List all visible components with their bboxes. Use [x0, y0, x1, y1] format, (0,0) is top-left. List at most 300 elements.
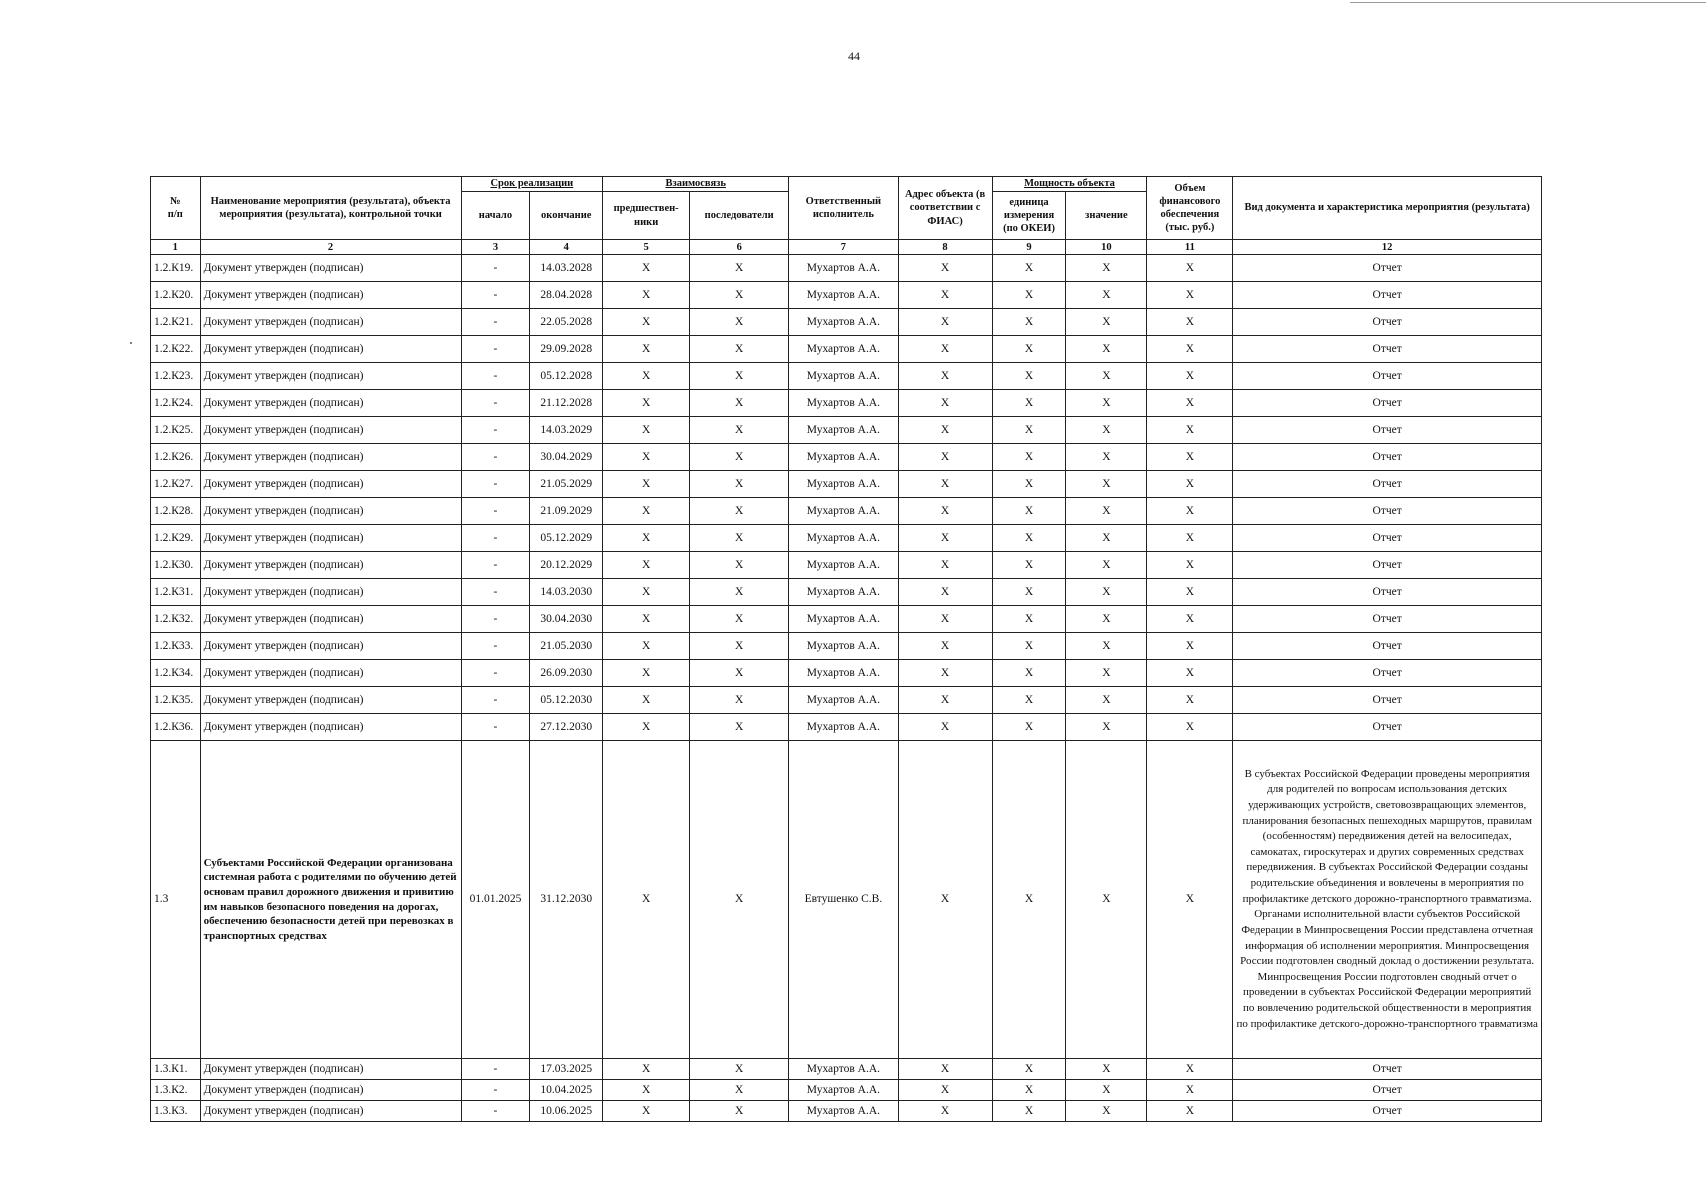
row-addr: X	[898, 282, 992, 309]
row-name: Документ утвержден (подписан)	[200, 309, 461, 336]
row-start: -	[461, 255, 530, 282]
row-number: 1.2.К32.	[151, 606, 201, 633]
row-value: X	[1066, 363, 1147, 390]
table-row	[151, 660, 1542, 687]
row-number: 1.2.К22.	[151, 336, 201, 363]
row-value: X	[1066, 282, 1147, 309]
row-pred: X	[603, 417, 690, 444]
row-end: 14.03.2028	[530, 255, 603, 282]
row-value: X	[1066, 444, 1147, 471]
row-value: X	[1066, 1059, 1147, 1080]
row-fin: X	[1147, 660, 1233, 687]
row-value: X	[1066, 1080, 1147, 1101]
row-start: -	[461, 552, 530, 579]
row-succ: X	[690, 1080, 789, 1101]
row-fin: X	[1147, 1059, 1233, 1080]
row-succ: X	[690, 660, 789, 687]
row-doc: Отчет	[1233, 498, 1542, 525]
row-succ: X	[690, 255, 789, 282]
section-row	[151, 741, 1542, 1059]
row-name: Документ утвержден (подписан)	[200, 525, 461, 552]
row-unit: X	[992, 255, 1066, 282]
table-row	[151, 1080, 1542, 1101]
row-succ: X	[690, 687, 789, 714]
row-doc: Отчет	[1233, 714, 1542, 741]
row-resp: Мухартов А.А.	[789, 336, 898, 363]
row-addr: X	[898, 1101, 992, 1122]
column-number: 4	[530, 240, 603, 255]
row-resp: Мухартов А.А.	[789, 579, 898, 606]
row-number: 1.2.К35.	[151, 687, 201, 714]
row-end: 20.12.2029	[530, 552, 603, 579]
row-value: X	[1066, 498, 1147, 525]
scan-edge-line	[1350, 2, 1706, 3]
row-pred: X	[603, 687, 690, 714]
row-end: 05.12.2029	[530, 525, 603, 552]
row-start: -	[461, 579, 530, 606]
row-unit: X	[992, 1059, 1066, 1080]
row-succ: X	[690, 417, 789, 444]
row-fin: X	[1147, 255, 1233, 282]
row-pred: X	[603, 498, 690, 525]
header-succ: последователи	[690, 192, 789, 240]
row-value: X	[1066, 660, 1147, 687]
column-number: 6	[690, 240, 789, 255]
row-unit: X	[992, 660, 1066, 687]
row-doc: Отчет	[1233, 282, 1542, 309]
table-row	[151, 606, 1542, 633]
row-succ: X	[690, 309, 789, 336]
row-resp: Мухартов А.А.	[789, 687, 898, 714]
row-start: -	[461, 633, 530, 660]
row-end: 29.09.2028	[530, 336, 603, 363]
row-unit: X	[992, 741, 1066, 1059]
row-start: -	[461, 1059, 530, 1080]
row-doc: Отчет	[1233, 1101, 1542, 1122]
row-name: Документ утвержден (подписан)	[200, 282, 461, 309]
row-end: 30.04.2030	[530, 606, 603, 633]
row-doc: Отчет	[1233, 255, 1542, 282]
row-resp: Мухартов А.А.	[789, 471, 898, 498]
row-doc: Отчет	[1233, 417, 1542, 444]
header-pred: предшествен-ники	[603, 192, 690, 240]
row-start: -	[461, 606, 530, 633]
row-value: X	[1066, 687, 1147, 714]
header-doc: Вид документа и характеристика мероприятия (результата)	[1233, 177, 1542, 240]
table-row	[151, 633, 1542, 660]
row-resp: Мухартов А.А.	[789, 255, 898, 282]
row-resp: Мухартов А.А.	[789, 1059, 898, 1080]
row-number: 1.2.К24.	[151, 390, 201, 417]
table-row	[151, 525, 1542, 552]
row-unit: X	[992, 1080, 1066, 1101]
column-number: 3	[461, 240, 530, 255]
row-start: 01.01.2025	[461, 741, 530, 1059]
row-unit: X	[992, 282, 1066, 309]
row-pred: X	[603, 471, 690, 498]
table-row	[151, 714, 1542, 741]
row-resp: Мухартов А.А.	[789, 417, 898, 444]
row-name: Документ утвержден (подписан)	[200, 471, 461, 498]
row-pred: X	[603, 714, 690, 741]
row-value: X	[1066, 552, 1147, 579]
row-fin: X	[1147, 1101, 1233, 1122]
row-start: -	[461, 498, 530, 525]
header-addr: Адрес объекта (в соответствии с ФИАС)	[898, 177, 992, 240]
column-number-row	[151, 240, 1542, 255]
row-doc: Отчет	[1233, 471, 1542, 498]
table-row	[151, 444, 1542, 471]
row-start: -	[461, 525, 530, 552]
column-number: 1	[151, 240, 201, 255]
row-fin: X	[1147, 498, 1233, 525]
row-fin: X	[1147, 282, 1233, 309]
row-pred: X	[603, 282, 690, 309]
header-start: начало	[461, 192, 530, 240]
row-number: 1.2.К36.	[151, 714, 201, 741]
row-number: 1.2.К26.	[151, 444, 201, 471]
row-unit: X	[992, 606, 1066, 633]
row-start: -	[461, 660, 530, 687]
row-addr: X	[898, 498, 992, 525]
row-succ: X	[690, 1101, 789, 1122]
row-addr: X	[898, 390, 992, 417]
row-number: 1.2.К20.	[151, 282, 201, 309]
row-doc: Отчет	[1233, 606, 1542, 633]
row-number: 1.2.К33.	[151, 633, 201, 660]
row-doc: Отчет	[1233, 336, 1542, 363]
row-name: Документ утвержден (подписан)	[200, 498, 461, 525]
row-number: 1.2.К29.	[151, 525, 201, 552]
row-value: X	[1066, 741, 1147, 1059]
row-addr: X	[898, 579, 992, 606]
row-doc: Отчет	[1233, 1059, 1542, 1080]
row-end: 14.03.2029	[530, 417, 603, 444]
scan-artifact	[130, 342, 132, 344]
table-row	[151, 687, 1542, 714]
row-pred: X	[603, 552, 690, 579]
row-pred: X	[603, 633, 690, 660]
column-number: 12	[1233, 240, 1542, 255]
row-addr: X	[898, 606, 992, 633]
row-start: -	[461, 471, 530, 498]
row-resp: Мухартов А.А.	[789, 633, 898, 660]
row-unit: X	[992, 498, 1066, 525]
row-value: X	[1066, 471, 1147, 498]
row-pred: X	[603, 1080, 690, 1101]
row-succ: X	[690, 633, 789, 660]
row-name: Документ утвержден (подписан)	[200, 1080, 461, 1101]
row-unit: X	[992, 444, 1066, 471]
column-number: 11	[1147, 240, 1233, 255]
row-end: 05.12.2030	[530, 687, 603, 714]
row-value: X	[1066, 390, 1147, 417]
row-start: -	[461, 444, 530, 471]
row-resp: Мухартов А.А.	[789, 714, 898, 741]
row-pred: X	[603, 660, 690, 687]
row-unit: X	[992, 633, 1066, 660]
column-number: 2	[200, 240, 461, 255]
row-pred: X	[603, 1101, 690, 1122]
row-end: 14.03.2030	[530, 579, 603, 606]
row-end: 28.04.2028	[530, 282, 603, 309]
row-number: 1.2.К31.	[151, 579, 201, 606]
row-unit: X	[992, 714, 1066, 741]
row-fin: X	[1147, 552, 1233, 579]
table-row	[151, 1059, 1542, 1080]
row-unit: X	[992, 1101, 1066, 1122]
row-value: X	[1066, 579, 1147, 606]
page-number: 44	[848, 49, 860, 63]
row-name: Документ утвержден (подписан)	[200, 390, 461, 417]
row-doc: Отчет	[1233, 444, 1542, 471]
row-resp: Мухартов А.А.	[789, 1101, 898, 1122]
row-succ: X	[690, 336, 789, 363]
table-row	[151, 417, 1542, 444]
row-number: 1.2.К25.	[151, 417, 201, 444]
row-end: 05.12.2028	[530, 363, 603, 390]
row-addr: X	[898, 633, 992, 660]
table-row	[151, 336, 1542, 363]
row-number: 1.3	[151, 741, 201, 1059]
row-name: Документ утвержден (подписан)	[200, 444, 461, 471]
row-unit: X	[992, 552, 1066, 579]
row-start: -	[461, 363, 530, 390]
row-name: Документ утвержден (подписан)	[200, 714, 461, 741]
row-fin: X	[1147, 606, 1233, 633]
row-resp: Мухартов А.А.	[789, 498, 898, 525]
header-capacity: Мощность объекта	[992, 177, 1147, 192]
table-row	[151, 1101, 1542, 1122]
row-start: -	[461, 417, 530, 444]
row-start: -	[461, 309, 530, 336]
row-unit: X	[992, 687, 1066, 714]
row-fin: X	[1147, 687, 1233, 714]
row-pred: X	[603, 390, 690, 417]
row-pred: X	[603, 444, 690, 471]
row-doc: Отчет	[1233, 579, 1542, 606]
row-name: Документ утвержден (подписан)	[200, 552, 461, 579]
row-addr: X	[898, 660, 992, 687]
row-value: X	[1066, 255, 1147, 282]
header-value: значение	[1066, 192, 1147, 240]
row-end: 21.05.2029	[530, 471, 603, 498]
row-unit: X	[992, 471, 1066, 498]
row-resp: Мухартов А.А.	[789, 390, 898, 417]
row-fin: X	[1147, 336, 1233, 363]
row-fin: X	[1147, 579, 1233, 606]
row-end: 31.12.2030	[530, 741, 603, 1059]
row-succ: X	[690, 498, 789, 525]
row-fin: X	[1147, 309, 1233, 336]
table-row	[151, 282, 1542, 309]
row-fin: X	[1147, 471, 1233, 498]
row-doc: Отчет	[1233, 525, 1542, 552]
row-doc: Отчет	[1233, 363, 1542, 390]
row-name: Документ утвержден (подписан)	[200, 633, 461, 660]
column-number: 9	[992, 240, 1066, 255]
row-addr: X	[898, 525, 992, 552]
row-addr: X	[898, 1080, 992, 1101]
row-succ: X	[690, 579, 789, 606]
row-start: -	[461, 390, 530, 417]
header-fin: Объем финансового обеспечения (тыс. руб.)	[1147, 177, 1233, 240]
column-number: 7	[789, 240, 898, 255]
row-unit: X	[992, 336, 1066, 363]
row-name: Документ утвержден (подписан)	[200, 336, 461, 363]
row-start: -	[461, 282, 530, 309]
row-end: 27.12.2030	[530, 714, 603, 741]
row-name: Документ утвержден (подписан)	[200, 606, 461, 633]
row-value: X	[1066, 606, 1147, 633]
row-fin: X	[1147, 363, 1233, 390]
column-number: 8	[898, 240, 992, 255]
row-number: 1.2.К19.	[151, 255, 201, 282]
row-doc: Отчет	[1233, 552, 1542, 579]
row-name: Документ утвержден (подписан)	[200, 255, 461, 282]
table-row	[151, 498, 1542, 525]
row-end: 10.06.2025	[530, 1101, 603, 1122]
row-succ: X	[690, 282, 789, 309]
row-resp: Мухартов А.А.	[789, 660, 898, 687]
table-row	[151, 390, 1542, 417]
row-number: 1.3.К2.	[151, 1080, 201, 1101]
row-value: X	[1066, 1101, 1147, 1122]
row-doc: Отчет	[1233, 309, 1542, 336]
row-start: -	[461, 336, 530, 363]
row-succ: X	[690, 363, 789, 390]
row-pred: X	[603, 336, 690, 363]
row-unit: X	[992, 363, 1066, 390]
table-row	[151, 255, 1542, 282]
row-end: 21.09.2029	[530, 498, 603, 525]
row-succ: X	[690, 1059, 789, 1080]
row-succ: X	[690, 741, 789, 1059]
row-doc: Отчет	[1233, 633, 1542, 660]
row-value: X	[1066, 309, 1147, 336]
table-row	[151, 309, 1542, 336]
row-succ: X	[690, 471, 789, 498]
row-doc: Отчет	[1233, 660, 1542, 687]
row-unit: X	[992, 417, 1066, 444]
row-start: -	[461, 714, 530, 741]
row-unit: X	[992, 579, 1066, 606]
row-end: 30.04.2029	[530, 444, 603, 471]
plan-table	[150, 176, 1542, 1122]
table-row	[151, 552, 1542, 579]
row-value: X	[1066, 714, 1147, 741]
row-pred: X	[603, 606, 690, 633]
row-succ: X	[690, 606, 789, 633]
row-name: Документ утвержден (подписан)	[200, 417, 461, 444]
row-addr: X	[898, 336, 992, 363]
header-end: окончание	[530, 192, 603, 240]
row-pred: X	[603, 525, 690, 552]
row-resp: Мухартов А.А.	[789, 1080, 898, 1101]
row-succ: X	[690, 552, 789, 579]
row-addr: X	[898, 417, 992, 444]
row-resp: Мухартов А.А.	[789, 309, 898, 336]
row-resp: Мухартов А.А.	[789, 606, 898, 633]
row-addr: X	[898, 741, 992, 1059]
row-start: -	[461, 1101, 530, 1122]
row-number: 1.3.К3.	[151, 1101, 201, 1122]
row-addr: X	[898, 552, 992, 579]
row-addr: X	[898, 714, 992, 741]
row-fin: X	[1147, 525, 1233, 552]
row-name: Документ утвержден (подписан)	[200, 687, 461, 714]
row-pred: X	[603, 741, 690, 1059]
header-resp: Ответственный исполнитель	[789, 177, 898, 240]
row-fin: X	[1147, 714, 1233, 741]
row-doc: Отчет	[1233, 687, 1542, 714]
row-doc: В субъектах Российской Федерации проведены мероприятия для родителей по вопросам использования детских удерживающих устройств, световозвращающих элементов, планирования безопасных пешеходных маршрутов, правилам (особенностям) передвижения детей на велосипедах, самокатах, гироскутерах и других современных средствах передвижения. В субъектах Российской Федерации созданы родительские объединения и вовлечены в мероприятия по профилактике детского дорожно-транспортного травматизма. Органами исполнительной власти субъектов Российской Федерации в Минпросвещения России представлена отчетная информация об исполнении мероприятия. Минпросвещения России подготовлен сводный доклад о достижении результата. Минпросвещения России подготовлен сводный отчет о проведении в субъектах Российской Федерации мероприятий по вовлечению родительской общественности в мероприятия по профилактике детского-дорожно-транспортного травматизма	[1233, 741, 1542, 1059]
row-unit: X	[992, 309, 1066, 336]
row-pred: X	[603, 309, 690, 336]
row-number: 1.2.К30.	[151, 552, 201, 579]
header-link: Взаимосвязь	[603, 177, 789, 192]
row-number: 1.2.К34.	[151, 660, 201, 687]
row-addr: X	[898, 444, 992, 471]
row-succ: X	[690, 525, 789, 552]
row-end: 26.09.2030	[530, 660, 603, 687]
column-number: 10	[1066, 240, 1147, 255]
row-pred: X	[603, 1059, 690, 1080]
row-name: Субъектами Российской Федерации организована системная работа с родителями по обучению детей основам правил дорожного движения и привитию им навыков безопасного поведения на дорогах, обеспечению безопасности детей при перевозках в транспортных средствах	[200, 741, 461, 1059]
row-pred: X	[603, 255, 690, 282]
row-name: Документ утвержден (подписан)	[200, 1059, 461, 1080]
row-unit: X	[992, 390, 1066, 417]
row-end: 21.12.2028	[530, 390, 603, 417]
row-resp: Мухартов А.А.	[789, 552, 898, 579]
row-name: Документ утвержден (подписан)	[200, 579, 461, 606]
row-doc: Отчет	[1233, 1080, 1542, 1101]
row-addr: X	[898, 687, 992, 714]
header-term: Срок реализации	[461, 177, 603, 192]
row-name: Документ утвержден (подписан)	[200, 1101, 461, 1122]
row-number: 1.2.К27.	[151, 471, 201, 498]
row-unit: X	[992, 525, 1066, 552]
row-addr: X	[898, 309, 992, 336]
row-number: 1.2.К28.	[151, 498, 201, 525]
row-value: X	[1066, 525, 1147, 552]
row-value: X	[1066, 336, 1147, 363]
row-addr: X	[898, 1059, 992, 1080]
column-number: 5	[603, 240, 690, 255]
row-name: Документ утвержден (подписан)	[200, 363, 461, 390]
row-resp: Мухартов А.А.	[789, 363, 898, 390]
row-doc: Отчет	[1233, 390, 1542, 417]
row-succ: X	[690, 444, 789, 471]
row-resp: Мухартов А.А.	[789, 444, 898, 471]
row-end: 22.05.2028	[530, 309, 603, 336]
row-start: -	[461, 687, 530, 714]
row-value: X	[1066, 417, 1147, 444]
row-pred: X	[603, 579, 690, 606]
table-row	[151, 363, 1542, 390]
row-number: 1.2.К23.	[151, 363, 201, 390]
row-addr: X	[898, 471, 992, 498]
row-fin: X	[1147, 633, 1233, 660]
row-number: 1.3.К1.	[151, 1059, 201, 1080]
row-addr: X	[898, 255, 992, 282]
row-pred: X	[603, 363, 690, 390]
row-fin: X	[1147, 417, 1233, 444]
table-row	[151, 579, 1542, 606]
row-end: 21.05.2030	[530, 633, 603, 660]
header-name: Наименование мероприятия (результата), объекта мероприятия (результата), контрольной точки	[200, 177, 461, 240]
row-succ: X	[690, 714, 789, 741]
